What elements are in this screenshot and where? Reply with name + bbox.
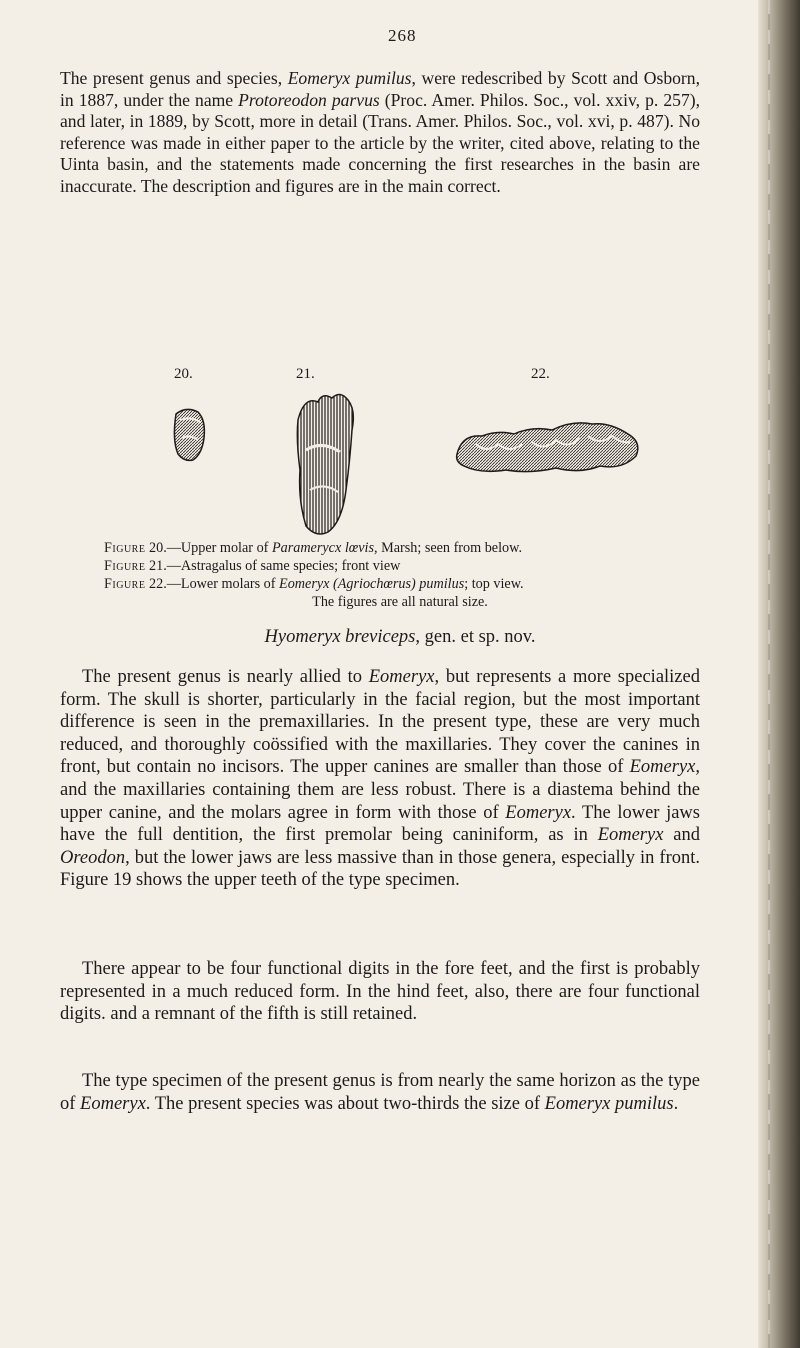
genus-eomeryx-pumilus: Eomeryx pumilus [287, 68, 412, 88]
caption-text-end: , Marsh; seen from below. [373, 540, 522, 556]
figures-illustration [0, 390, 800, 540]
figure-20-label: 20. [174, 366, 193, 382]
text-run: and [663, 825, 700, 846]
description-paragraph [60, 666, 700, 892]
caption-label: Figure [104, 558, 146, 574]
intro-text-1: The present genus and species, [60, 68, 288, 88]
caption-genus: Paramerycx lœvis [271, 540, 374, 556]
section-heading [0, 627, 800, 648]
caption-text: 20.—Upper molar of [145, 540, 272, 556]
genus-name: Oreodon [60, 847, 126, 868]
figure-21-caption [104, 558, 724, 576]
intro-text-3: (Proc. Amer. Philos. Soc., vol. xxiv, p. 257), and later, in 1889, by Scott, more in detail (Trans. Amer. Philos. Soc., vol. xvi, p. 487). No reference was made in either paper to the article by the writer, cited above, relating to the Uinta basin, and the statements made concerning the first researches in the basin are inaccurate. The description and figures are in the main correct. [60, 89, 700, 196]
text-run: The present genus is nearly allied to [82, 667, 369, 687]
caption-text-end: ; top view. [464, 576, 524, 592]
figure-21-astragalus [297, 394, 353, 534]
text-run: . [673, 1093, 679, 1114]
figure-22-label: 22. [531, 366, 550, 382]
intro-text-2: , were redescribed by Scott and Osborn, in 1887, under the name [60, 68, 700, 110]
figure-20-caption [104, 540, 724, 558]
text-run: , but the lower jaws are less massive than in those genera, especially in front. Figure 19 shows the upper teeth of the type specimen. [60, 847, 700, 891]
type-specimen-paragraph [60, 1070, 700, 1115]
caption-genus: Eomeryx (Agriochœrus) pumilus [279, 576, 465, 592]
text-run: , but represents a more specialized form. The skull is shorter, particularly in the facial region, but the most important difference is seen in the premaxillaries. In the present type, these are very much reduced, and thoroughly coössified with the maxillaries. They cover the canines in front, but contain no incisors. The upper canines are smaller than those of [60, 667, 700, 778]
figure-20-molar [174, 409, 204, 460]
genus-name: Eomeryx [368, 667, 435, 687]
caption-label: Figure [104, 540, 146, 556]
caption-note: The figures are all natural size. [312, 594, 488, 610]
caption-label: Figure [104, 576, 146, 592]
text-run: . The lower jaws have the full dentition, the first premolar being caniniform, as in [60, 802, 700, 846]
heading-rest: , gen. et sp. nov. [415, 627, 536, 647]
genus-name: Eomeryx [80, 1093, 146, 1114]
figure-21-label: 21. [296, 366, 315, 382]
genus-name: Eomeryx [629, 757, 696, 778]
text-run: , and the maxillaries containing them are less robust. There is a diastema behind the upper canine, and the molars agree in form with those of [60, 757, 700, 823]
figure-22-lower-molars [457, 423, 638, 472]
caption-text: 21.—Astragalus of same species; front view [145, 558, 401, 574]
genus-protoreodon-parvus: Protoreodon parvus [238, 89, 380, 110]
page-number: 268 [388, 26, 417, 45]
intro-paragraph [60, 68, 700, 198]
page-edge [758, 0, 800, 1348]
figure-22-caption [104, 576, 724, 594]
genus-name: Eomeryx pumilus [544, 1093, 674, 1114]
caption-text: 22.—Lower molars of [145, 576, 280, 592]
genus-name: Eomeryx [597, 825, 664, 846]
text-run: The type specimen of the present genus is from nearly the same horizon as the type of [60, 1071, 700, 1114]
heading-species-name: Hyomeryx breviceps [264, 627, 416, 647]
digits-paragraph: There appear to be four functional digits in the fore feet, and the first is probably represented in a much reduced form. In the hind feet, also, there are four functional digits. and a remnant of the fifth is still retained. [60, 959, 700, 1025]
genus-name: Eomeryx [505, 802, 572, 823]
text-run: . The present species was about two-thirds the size of [145, 1093, 545, 1114]
